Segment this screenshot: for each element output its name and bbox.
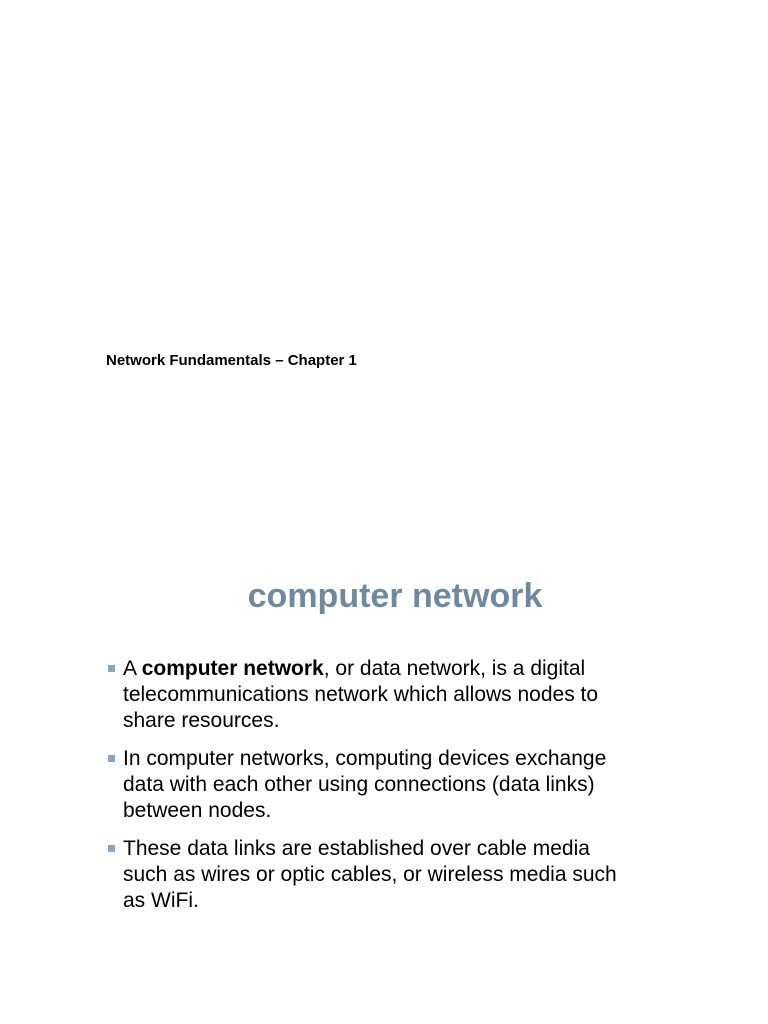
bullet-item xyxy=(105,836,665,914)
bullet-item xyxy=(105,746,665,824)
square-bullet-icon xyxy=(108,845,115,852)
slide-title: computer network xyxy=(247,577,543,615)
bullet-text xyxy=(123,656,665,734)
chapter-header: Network Fundamentals – Chapter 1 xyxy=(106,352,357,369)
bullet-list xyxy=(105,656,665,926)
bullet-text-lead: A xyxy=(123,657,142,680)
bullet-item xyxy=(105,656,665,734)
square-bullet-icon xyxy=(108,665,115,672)
square-bullet-icon xyxy=(108,755,115,762)
bold-term: computer network xyxy=(141,657,324,680)
bullet-text-rest: , or data network, is a digital telecommunications network which allows nodes to share resources. xyxy=(123,657,599,732)
bullet-text: These data links are established over cable media such as wires or optic cables, or wireless media such as WiFi. xyxy=(123,837,617,912)
bullet-text: In computer networks, computing devices exchange data with each other using connections (data links) between nodes. xyxy=(123,747,607,822)
